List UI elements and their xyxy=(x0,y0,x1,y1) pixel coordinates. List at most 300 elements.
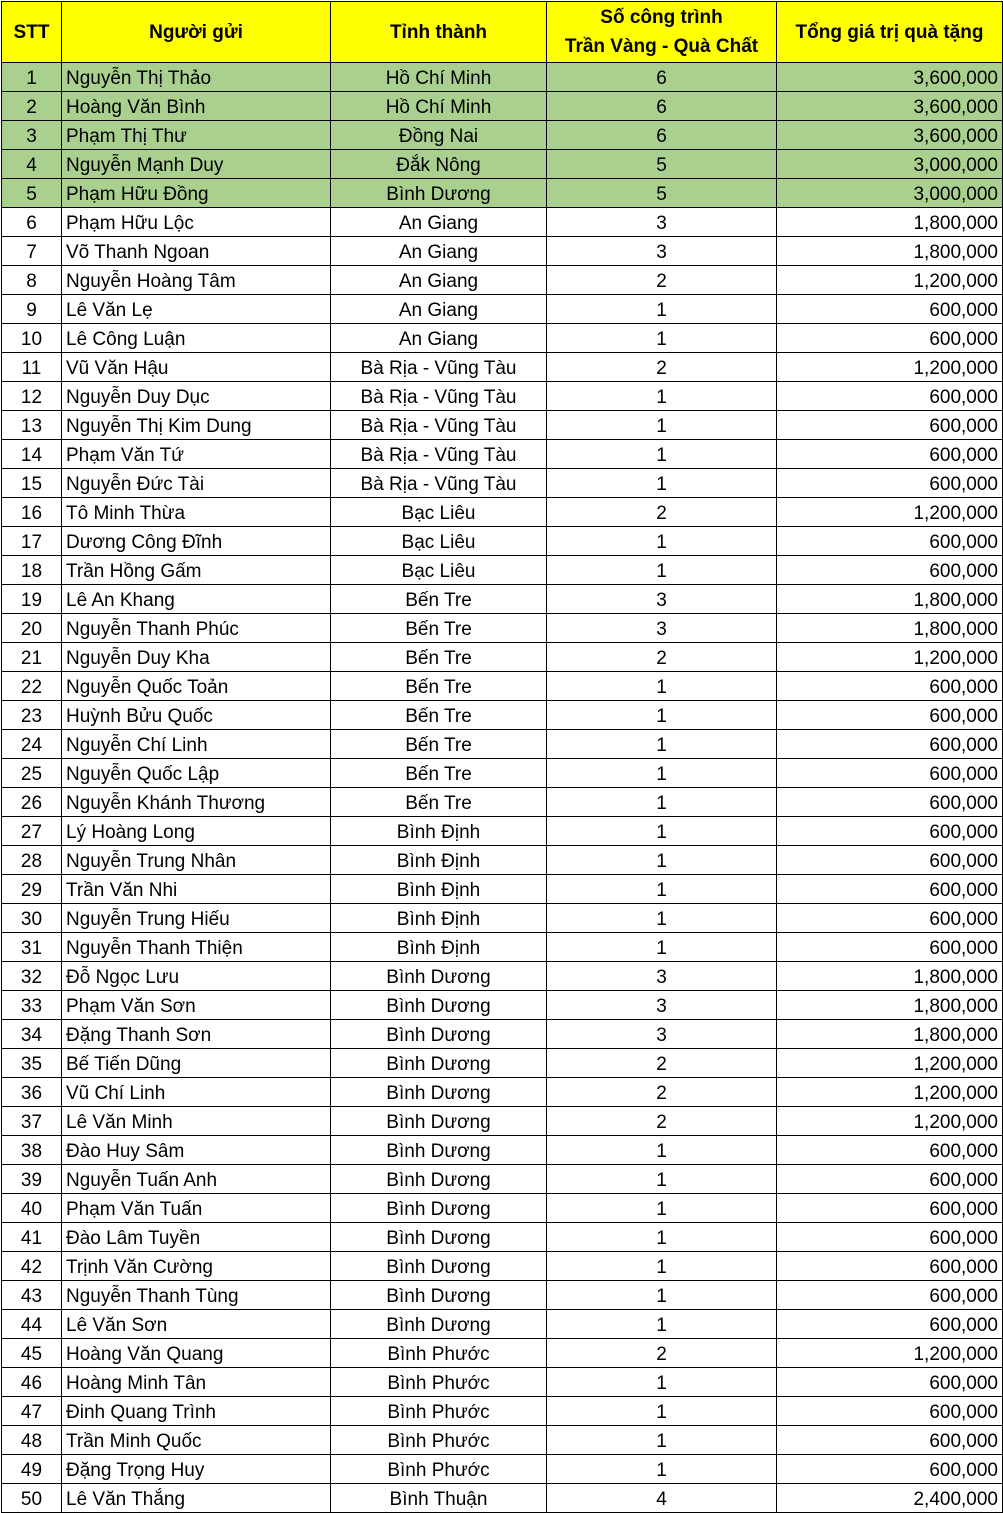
table-row xyxy=(2,933,1003,962)
cell-sender[interactable]: Lê Văn Sơn xyxy=(62,1310,331,1339)
cell-project-count[interactable]: 1 xyxy=(547,1165,777,1194)
cell-stt[interactable]: 24 xyxy=(2,730,62,759)
table-row xyxy=(2,179,1003,208)
cell-total-value[interactable]: 3,000,000 xyxy=(777,150,1003,179)
cell-total-value[interactable]: 1,200,000 xyxy=(777,1049,1003,1078)
cell-stt[interactable]: 7 xyxy=(2,237,62,266)
cell-sender[interactable]: Lê An Khang xyxy=(62,585,331,614)
cell-province[interactable]: Bình Dương xyxy=(331,1136,547,1165)
cell-sender[interactable]: Nguyễn Duy Dục xyxy=(62,382,331,411)
cell-stt[interactable]: 29 xyxy=(2,875,62,904)
cell-sender[interactable]: Lê Văn Thắng xyxy=(62,1484,331,1513)
cell-total-value[interactable]: 1,800,000 xyxy=(777,962,1003,991)
cell-project-count[interactable]: 2 xyxy=(547,1339,777,1368)
cell-province[interactable]: Bến Tre xyxy=(331,759,547,788)
cell-total-value[interactable]: 600,000 xyxy=(777,411,1003,440)
cell-sender[interactable]: Nguyễn Trung Nhân xyxy=(62,846,331,875)
cell-province[interactable]: Bến Tre xyxy=(331,788,547,817)
cell-province[interactable]: Đồng Nai xyxy=(331,121,547,150)
cell-project-count[interactable]: 1 xyxy=(547,382,777,411)
cell-total-value[interactable]: 600,000 xyxy=(777,788,1003,817)
cell-stt[interactable]: 48 xyxy=(2,1426,62,1455)
cell-project-count[interactable]: 6 xyxy=(547,92,777,121)
cell-province[interactable]: Bến Tre xyxy=(331,614,547,643)
cell-total-value[interactable]: 1,200,000 xyxy=(777,1107,1003,1136)
cell-sender[interactable]: Nguyễn Mạnh Duy xyxy=(62,150,331,179)
cell-total-value[interactable]: 600,000 xyxy=(777,1194,1003,1223)
cell-total-value[interactable]: 600,000 xyxy=(777,875,1003,904)
cell-total-value[interactable]: 1,200,000 xyxy=(777,498,1003,527)
cell-stt[interactable]: 19 xyxy=(2,585,62,614)
table-row xyxy=(2,643,1003,672)
cell-sender[interactable]: Hoàng Văn Bình xyxy=(62,92,331,121)
cell-stt[interactable]: 5 xyxy=(2,179,62,208)
cell-project-count[interactable]: 1 xyxy=(547,324,777,353)
cell-total-value[interactable]: 600,000 xyxy=(777,469,1003,498)
cell-sender[interactable]: Nguyễn Thanh Phúc xyxy=(62,614,331,643)
table-row xyxy=(2,1020,1003,1049)
cell-stt[interactable]: 13 xyxy=(2,411,62,440)
cell-project-count[interactable]: 1 xyxy=(547,759,777,788)
cell-stt[interactable]: 33 xyxy=(2,991,62,1020)
cell-province[interactable]: Bình Dương xyxy=(331,1194,547,1223)
cell-province[interactable]: Bình Phước xyxy=(331,1455,547,1484)
cell-project-count[interactable]: 3 xyxy=(547,208,777,237)
table-row xyxy=(2,701,1003,730)
cell-stt[interactable]: 1 xyxy=(2,63,62,92)
cell-stt[interactable]: 39 xyxy=(2,1165,62,1194)
table-row xyxy=(2,1484,1003,1513)
cell-project-count[interactable]: 5 xyxy=(547,150,777,179)
cell-sender[interactable]: Phạm Thị Thư xyxy=(62,121,331,150)
table-row xyxy=(2,904,1003,933)
cell-province[interactable]: An Giang xyxy=(331,237,547,266)
cell-province[interactable]: Bến Tre xyxy=(331,585,547,614)
cell-stt[interactable]: 20 xyxy=(2,614,62,643)
cell-stt[interactable]: 37 xyxy=(2,1107,62,1136)
cell-project-count[interactable]: 2 xyxy=(547,498,777,527)
header-project-count-line1: Số công trình xyxy=(600,7,723,28)
cell-sender[interactable]: Dương Công Đĩnh xyxy=(62,527,331,556)
cell-sender[interactable]: Phạm Văn Sơn xyxy=(62,991,331,1020)
cell-province[interactable]: Bình Định xyxy=(331,817,547,846)
cell-total-value[interactable]: 600,000 xyxy=(777,1281,1003,1310)
table-row xyxy=(2,324,1003,353)
cell-sender[interactable]: Đỗ Ngọc Lưu xyxy=(62,962,331,991)
cell-project-count[interactable]: 1 xyxy=(547,1455,777,1484)
cell-sender[interactable]: Đào Huy Sâm xyxy=(62,1136,331,1165)
cell-project-count[interactable]: 6 xyxy=(547,121,777,150)
cell-province[interactable]: Bình Phước xyxy=(331,1339,547,1368)
cell-project-count[interactable]: 2 xyxy=(547,353,777,382)
cell-total-value[interactable]: 600,000 xyxy=(777,1368,1003,1397)
cell-total-value[interactable]: 1,800,000 xyxy=(777,1020,1003,1049)
cell-province[interactable]: Bình Định xyxy=(331,933,547,962)
table-row xyxy=(2,1455,1003,1484)
cell-total-value[interactable]: 600,000 xyxy=(777,904,1003,933)
cell-project-count[interactable]: 1 xyxy=(547,875,777,904)
cell-project-count[interactable]: 1 xyxy=(547,1281,777,1310)
header-sender[interactable]: Người gửi xyxy=(62,2,331,63)
cell-project-count[interactable]: 2 xyxy=(547,643,777,672)
cell-total-value[interactable]: 1,200,000 xyxy=(777,1339,1003,1368)
cell-stt[interactable]: 11 xyxy=(2,353,62,382)
cell-total-value[interactable]: 600,000 xyxy=(777,324,1003,353)
cell-total-value[interactable]: 1,800,000 xyxy=(777,208,1003,237)
cell-sender[interactable]: Nguyễn Hoàng Tâm xyxy=(62,266,331,295)
cell-province[interactable]: Bình Dương xyxy=(331,1252,547,1281)
cell-province[interactable]: Bình Dương xyxy=(331,1165,547,1194)
cell-sender[interactable]: Lý Hoàng Long xyxy=(62,817,331,846)
cell-stt[interactable]: 14 xyxy=(2,440,62,469)
table-row xyxy=(2,1136,1003,1165)
cell-province[interactable]: Bình Dương xyxy=(331,1281,547,1310)
cell-project-count[interactable]: 4 xyxy=(547,1484,777,1513)
cell-total-value[interactable]: 600,000 xyxy=(777,527,1003,556)
cell-total-value[interactable]: 600,000 xyxy=(777,1165,1003,1194)
cell-sender[interactable]: Tô Minh Thừa xyxy=(62,498,331,527)
cell-total-value[interactable]: 600,000 xyxy=(777,556,1003,585)
cell-total-value[interactable]: 600,000 xyxy=(777,817,1003,846)
cell-stt[interactable]: 26 xyxy=(2,788,62,817)
cell-province[interactable]: Bình Dương xyxy=(331,991,547,1020)
table-row xyxy=(2,1281,1003,1310)
cell-stt[interactable]: 17 xyxy=(2,527,62,556)
cell-total-value[interactable]: 1,800,000 xyxy=(777,614,1003,643)
cell-sender[interactable]: Nguyễn Thanh Thiện xyxy=(62,933,331,962)
cell-stt[interactable]: 35 xyxy=(2,1049,62,1078)
cell-sender[interactable]: Võ Thanh Ngoan xyxy=(62,237,331,266)
cell-stt[interactable]: 4 xyxy=(2,150,62,179)
cell-project-count[interactable]: 1 xyxy=(547,1426,777,1455)
cell-sender[interactable]: Trần Văn Nhi xyxy=(62,875,331,904)
cell-stt[interactable]: 18 xyxy=(2,556,62,585)
cell-project-count[interactable]: 1 xyxy=(547,846,777,875)
table-row xyxy=(2,730,1003,759)
cell-project-count[interactable]: 2 xyxy=(547,266,777,295)
cell-total-value[interactable]: 600,000 xyxy=(777,1426,1003,1455)
cell-total-value[interactable]: 600,000 xyxy=(777,1252,1003,1281)
cell-stt[interactable]: 43 xyxy=(2,1281,62,1310)
cell-total-value[interactable]: 1,200,000 xyxy=(777,1078,1003,1107)
cell-stt[interactable]: 40 xyxy=(2,1194,62,1223)
cell-province[interactable]: Hồ Chí Minh xyxy=(331,63,547,92)
cell-stt[interactable]: 31 xyxy=(2,933,62,962)
cell-total-value[interactable]: 600,000 xyxy=(777,701,1003,730)
cell-stt[interactable]: 2 xyxy=(2,92,62,121)
cell-province[interactable]: Bạc Liêu xyxy=(331,527,547,556)
cell-total-value[interactable]: 600,000 xyxy=(777,1310,1003,1339)
cell-province[interactable]: Bình Dương xyxy=(331,1107,547,1136)
table-row xyxy=(2,237,1003,266)
cell-total-value[interactable]: 600,000 xyxy=(777,759,1003,788)
cell-project-count[interactable]: 1 xyxy=(547,1136,777,1165)
cell-total-value[interactable]: 1,800,000 xyxy=(777,991,1003,1020)
cell-sender[interactable]: Nguyễn Chí Linh xyxy=(62,730,331,759)
cell-total-value[interactable]: 600,000 xyxy=(777,933,1003,962)
cell-stt[interactable]: 12 xyxy=(2,382,62,411)
table-row xyxy=(2,295,1003,324)
cell-project-count[interactable]: 3 xyxy=(547,237,777,266)
cell-project-count[interactable]: 1 xyxy=(547,933,777,962)
cell-province[interactable]: Bình Phước xyxy=(331,1397,547,1426)
table-row xyxy=(2,150,1003,179)
cell-project-count[interactable]: 3 xyxy=(547,962,777,991)
header-row xyxy=(2,2,1003,63)
cell-project-count[interactable]: 1 xyxy=(547,1397,777,1426)
cell-sender[interactable]: Nguyễn Đức Tài xyxy=(62,469,331,498)
cell-project-count[interactable]: 2 xyxy=(547,1078,777,1107)
cell-sender[interactable]: Trần Hồng Gấm xyxy=(62,556,331,585)
cell-project-count[interactable]: 1 xyxy=(547,440,777,469)
cell-total-value[interactable]: 600,000 xyxy=(777,440,1003,469)
cell-stt[interactable]: 50 xyxy=(2,1484,62,1513)
cell-project-count[interactable]: 1 xyxy=(547,788,777,817)
cell-project-count[interactable]: 1 xyxy=(547,672,777,701)
cell-province[interactable]: Bạc Liêu xyxy=(331,498,547,527)
cell-project-count[interactable]: 1 xyxy=(547,527,777,556)
cell-province[interactable]: Bà Rịa - Vũng Tàu xyxy=(331,353,547,382)
cell-stt[interactable]: 16 xyxy=(2,498,62,527)
cell-province[interactable]: Bà Rịa - Vũng Tàu xyxy=(331,411,547,440)
cell-total-value[interactable]: 3,600,000 xyxy=(777,121,1003,150)
cell-province[interactable]: Bà Rịa - Vũng Tàu xyxy=(331,469,547,498)
cell-total-value[interactable]: 1,800,000 xyxy=(777,585,1003,614)
cell-stt[interactable]: 41 xyxy=(2,1223,62,1252)
cell-total-value[interactable]: 600,000 xyxy=(777,295,1003,324)
cell-stt[interactable]: 8 xyxy=(2,266,62,295)
cell-province[interactable]: Bến Tre xyxy=(331,701,547,730)
cell-sender[interactable]: Trần Minh Quốc xyxy=(62,1426,331,1455)
table-row xyxy=(2,498,1003,527)
cell-stt[interactable]: 46 xyxy=(2,1368,62,1397)
table-row xyxy=(2,1165,1003,1194)
table-row xyxy=(2,585,1003,614)
cell-province[interactable]: Bến Tre xyxy=(331,672,547,701)
cell-stt[interactable]: 32 xyxy=(2,962,62,991)
cell-province[interactable]: Bến Tre xyxy=(331,730,547,759)
table-row xyxy=(2,353,1003,382)
table-row xyxy=(2,121,1003,150)
cell-province[interactable]: An Giang xyxy=(331,208,547,237)
cell-project-count[interactable]: 3 xyxy=(547,614,777,643)
header-stt[interactable]: STT xyxy=(2,2,62,63)
cell-stt[interactable]: 25 xyxy=(2,759,62,788)
cell-total-value[interactable]: 1,800,000 xyxy=(777,237,1003,266)
cell-sender[interactable]: Lê Văn Lẹ xyxy=(62,295,331,324)
cell-province[interactable]: An Giang xyxy=(331,266,547,295)
table-row xyxy=(2,1194,1003,1223)
cell-stt[interactable]: 10 xyxy=(2,324,62,353)
cell-project-count[interactable]: 1 xyxy=(547,295,777,324)
cell-project-count[interactable]: 2 xyxy=(547,1049,777,1078)
cell-sender[interactable]: Lê Văn Minh xyxy=(62,1107,331,1136)
cell-project-count[interactable]: 1 xyxy=(547,1223,777,1252)
cell-project-count[interactable]: 1 xyxy=(547,1194,777,1223)
cell-stt[interactable]: 36 xyxy=(2,1078,62,1107)
cell-province[interactable]: Bình Dương xyxy=(331,1223,547,1252)
cell-total-value[interactable]: 600,000 xyxy=(777,846,1003,875)
header-project-count-line2: Trần Vàng - Quà Chất xyxy=(564,36,759,57)
cell-sender[interactable]: Nguyễn Duy Kha xyxy=(62,643,331,672)
cell-province[interactable]: Bình Phước xyxy=(331,1368,547,1397)
cell-total-value[interactable]: 600,000 xyxy=(777,672,1003,701)
cell-province[interactable]: Bình Thuận xyxy=(331,1484,547,1513)
header-province[interactable]: Tỉnh thành xyxy=(331,2,547,63)
cell-sender[interactable]: Nguyễn Quốc Toản xyxy=(62,672,331,701)
cell-sender[interactable]: Hoàng Minh Tân xyxy=(62,1368,331,1397)
cell-project-count[interactable]: 1 xyxy=(547,1368,777,1397)
cell-sender[interactable]: Đinh Quang Trình xyxy=(62,1397,331,1426)
cell-province[interactable]: Bình Dương xyxy=(331,1020,547,1049)
cell-province[interactable]: Bạc Liêu xyxy=(331,556,547,585)
header-total-value[interactable]: Tổng giá trị quà tặng xyxy=(777,2,1003,63)
cell-sender[interactable]: Đặng Trọng Huy xyxy=(62,1455,331,1484)
cell-sender[interactable]: Nguyễn Thị Thảo xyxy=(62,63,331,92)
cell-total-value[interactable]: 2,400,000 xyxy=(777,1484,1003,1513)
cell-province[interactable]: An Giang xyxy=(331,324,547,353)
cell-project-count[interactable]: 2 xyxy=(547,1107,777,1136)
cell-project-count[interactable]: 3 xyxy=(547,585,777,614)
table-row xyxy=(2,1252,1003,1281)
cell-stt[interactable]: 28 xyxy=(2,846,62,875)
cell-sender[interactable]: Hoàng Văn Quang xyxy=(62,1339,331,1368)
cell-sender[interactable]: Bế Tiến Dũng xyxy=(62,1049,331,1078)
cell-sender[interactable]: Phạm Văn Tuấn xyxy=(62,1194,331,1223)
table-row xyxy=(2,1049,1003,1078)
cell-project-count[interactable]: 1 xyxy=(547,1310,777,1339)
cell-province[interactable]: Bình Định xyxy=(331,904,547,933)
cell-province[interactable]: Bình Dương xyxy=(331,1049,547,1078)
header-project-count[interactable] xyxy=(547,2,777,63)
cell-total-value[interactable]: 600,000 xyxy=(777,1455,1003,1484)
table-row xyxy=(2,614,1003,643)
table-row xyxy=(2,875,1003,904)
table-row xyxy=(2,469,1003,498)
cell-total-value[interactable]: 600,000 xyxy=(777,1397,1003,1426)
cell-stt[interactable]: 27 xyxy=(2,817,62,846)
cell-sender[interactable]: Nguyễn Tuấn Anh xyxy=(62,1165,331,1194)
cell-project-count[interactable]: 5 xyxy=(547,179,777,208)
table-row xyxy=(2,672,1003,701)
cell-sender[interactable]: Đặng Thanh Sơn xyxy=(62,1020,331,1049)
cell-stt[interactable]: 6 xyxy=(2,208,62,237)
cell-project-count[interactable]: 1 xyxy=(547,556,777,585)
cell-total-value[interactable]: 3,600,000 xyxy=(777,63,1003,92)
cell-province[interactable]: Bình Dương xyxy=(331,962,547,991)
table-row xyxy=(2,962,1003,991)
cell-stt[interactable]: 49 xyxy=(2,1455,62,1484)
cell-stt[interactable]: 22 xyxy=(2,672,62,701)
cell-sender[interactable]: Vũ Văn Hậu xyxy=(62,353,331,382)
cell-total-value[interactable]: 1,200,000 xyxy=(777,353,1003,382)
cell-project-count[interactable]: 1 xyxy=(547,904,777,933)
cell-province[interactable]: Hồ Chí Minh xyxy=(331,92,547,121)
table-row xyxy=(2,1426,1003,1455)
cell-stt[interactable]: 44 xyxy=(2,1310,62,1339)
cell-sender[interactable]: Phạm Hữu Lộc xyxy=(62,208,331,237)
cell-total-value[interactable]: 1,200,000 xyxy=(777,266,1003,295)
cell-sender[interactable]: Trịnh Văn Cường xyxy=(62,1252,331,1281)
cell-project-count[interactable]: 1 xyxy=(547,701,777,730)
cell-project-count[interactable]: 1 xyxy=(547,469,777,498)
cell-stt[interactable]: 45 xyxy=(2,1339,62,1368)
cell-project-count[interactable]: 6 xyxy=(547,63,777,92)
table-row xyxy=(2,382,1003,411)
cell-province[interactable]: Bến Tre xyxy=(331,643,547,672)
table-row xyxy=(2,266,1003,295)
cell-total-value[interactable]: 600,000 xyxy=(777,1223,1003,1252)
cell-province[interactable]: An Giang xyxy=(331,295,547,324)
cell-sender[interactable]: Nguyễn Khánh Thương xyxy=(62,788,331,817)
cell-total-value[interactable]: 600,000 xyxy=(777,730,1003,759)
cell-stt[interactable]: 30 xyxy=(2,904,62,933)
cell-project-count[interactable]: 1 xyxy=(547,1252,777,1281)
cell-sender[interactable]: Đào Lâm Tuyền xyxy=(62,1223,331,1252)
cell-sender[interactable]: Vũ Chí Linh xyxy=(62,1078,331,1107)
cell-total-value[interactable]: 3,000,000 xyxy=(777,179,1003,208)
cell-project-count[interactable]: 1 xyxy=(547,411,777,440)
cell-project-count[interactable]: 1 xyxy=(547,730,777,759)
cell-sender[interactable]: Phạm Hữu Đồng xyxy=(62,179,331,208)
table-row xyxy=(2,759,1003,788)
cell-sender[interactable]: Nguyễn Trung Hiếu xyxy=(62,904,331,933)
cell-province[interactable]: Bình Dương xyxy=(331,1078,547,1107)
cell-province[interactable]: Bình Định xyxy=(331,875,547,904)
cell-stt[interactable]: 3 xyxy=(2,121,62,150)
cell-province[interactable]: Bình Dương xyxy=(331,1310,547,1339)
cell-province[interactable]: Bình Dương xyxy=(331,179,547,208)
cell-sender[interactable]: Nguyễn Thanh Tùng xyxy=(62,1281,331,1310)
cell-province[interactable]: Đắk Nông xyxy=(331,150,547,179)
cell-total-value[interactable]: 1,200,000 xyxy=(777,643,1003,672)
cell-stt[interactable]: 47 xyxy=(2,1397,62,1426)
table-row xyxy=(2,1310,1003,1339)
table-row xyxy=(2,440,1003,469)
table-row xyxy=(2,1107,1003,1136)
cell-total-value[interactable]: 600,000 xyxy=(777,1136,1003,1165)
table-row xyxy=(2,991,1003,1020)
table-row xyxy=(2,1339,1003,1368)
cell-project-count[interactable]: 3 xyxy=(547,991,777,1020)
cell-stt[interactable]: 21 xyxy=(2,643,62,672)
cell-sender[interactable]: Nguyễn Thị Kim Dung xyxy=(62,411,331,440)
cell-stt[interactable]: 23 xyxy=(2,701,62,730)
cell-stt[interactable]: 9 xyxy=(2,295,62,324)
cell-total-value[interactable]: 600,000 xyxy=(777,382,1003,411)
table-row xyxy=(2,556,1003,585)
cell-project-count[interactable]: 1 xyxy=(547,817,777,846)
cell-stt[interactable]: 38 xyxy=(2,1136,62,1165)
cell-stt[interactable]: 34 xyxy=(2,1020,62,1049)
cell-sender[interactable]: Nguyễn Quốc Lập xyxy=(62,759,331,788)
table-row xyxy=(2,1397,1003,1426)
cell-province[interactable]: Bà Rịa - Vũng Tàu xyxy=(331,382,547,411)
table-row xyxy=(2,1223,1003,1252)
table-row xyxy=(2,411,1003,440)
cell-project-count[interactable]: 3 xyxy=(547,1020,777,1049)
cell-sender[interactable]: Lê Công Luận xyxy=(62,324,331,353)
cell-stt[interactable]: 42 xyxy=(2,1252,62,1281)
cell-province[interactable]: Bà Rịa - Vũng Tàu xyxy=(331,440,547,469)
cell-total-value[interactable]: 3,600,000 xyxy=(777,92,1003,121)
cell-province[interactable]: Bình Định xyxy=(331,846,547,875)
cell-province[interactable]: Bình Phước xyxy=(331,1426,547,1455)
cell-sender[interactable]: Phạm Văn Tứ xyxy=(62,440,331,469)
cell-sender[interactable]: Huỳnh Bửu Quốc xyxy=(62,701,331,730)
cell-stt[interactable]: 15 xyxy=(2,469,62,498)
table-row xyxy=(2,63,1003,92)
